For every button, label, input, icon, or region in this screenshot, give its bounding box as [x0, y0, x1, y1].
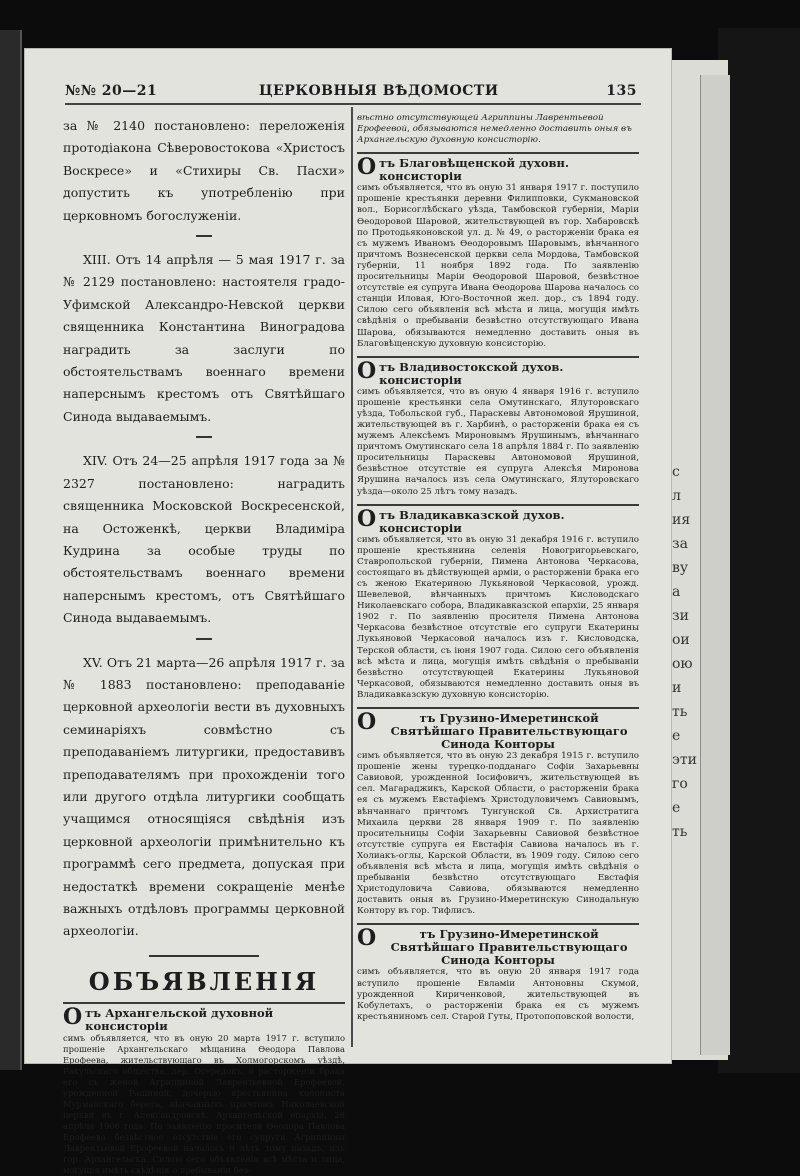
drop-cap: О	[63, 1003, 83, 1030]
bleed-text-fragment: ть	[672, 824, 688, 840]
book-binding-left	[0, 30, 22, 1070]
page-number: 135	[606, 83, 637, 99]
resolution-paragraph: XV. Отъ 21 марта—26 апрѣля 1917 г. за № 1883 постановлено: преподаваніе церковной археологіи вести въ духовныхъ семинаріяхъ совмѣстно съ преподаваніемъ литургики, предоставивъ преподавателямъ при прохожденіи того или другого отдѣла литургики сообщать учащимся относящіяся свѣдѣнія изъ церковной археологіи примѣнительно къ программѣ сего предмета, допуская при недостаткѣ времени сокращеніе менѣе важныхъ отдѣловъ программы церковной археологіи.	[63, 654, 345, 939]
bleed-text-fragment: с	[672, 464, 680, 480]
announcement-notice	[357, 923, 639, 1022]
book-cover-right	[718, 28, 800, 1073]
announcements-rule	[149, 955, 259, 957]
notice-text: симъ объявляется, что въ оную 20 марта 1917 г. вступило прошеніе Архангельскаго мѣщанина Ѳеодора Павлова Ерофеева, жительствующаго въ Холмогорскомъ уѣздѣ, Ракульскаго общества, дер. Осередокъ, о расторженіи брака его съ женой Агриппиной Лаврентьевной Ерофеевой, урожденной Рашиной, дочерью крестьянина колониста Мурманскаго берега, вѣнчанныхъ причтомъ Николаевской церкви въ г. Александровскѣ, Архангельской епархіи, 28 апрѣля 1906 года. По заявленію просителя Ѳеодора Павлова Ерофеева безвѣстное отсутствіе его супруги Агриппины Лаврентьевой Ерофеевой началось 9 лѣтъ тому назадъ, изъ гор. Архангельска. Силою сего объявленія всѣ мѣста и лица, могущія имѣть свѣдѣнія о пребываніи без-	[63, 1032, 345, 1175]
announcement-notice	[357, 356, 639, 498]
drop-cap: О	[357, 925, 377, 952]
announcement-notice	[357, 152, 639, 349]
bleed-text-fragment: ия	[672, 512, 691, 528]
notice-title: О тъ Грузино-Имеретинской Святѣйшаго Правительствующаго Синода Конторы	[357, 709, 628, 752]
notice-title: Отъ Архангельской духовной консисторіи	[63, 1003, 274, 1033]
notice-title: Отъ Владикавказской духов. консисторіи	[357, 505, 565, 535]
bleed-text-fragment: а	[672, 584, 681, 600]
left-column	[63, 115, 345, 1176]
issue-number: №№ 20—21	[65, 83, 158, 99]
drop-cap: О	[357, 709, 377, 736]
announcement-notice	[357, 504, 639, 701]
bleed-text-fragment: ою	[672, 656, 693, 672]
section-divider	[196, 436, 212, 438]
continued-notice-text: вѣстно отсутствующей Агриппины Лаврентьевой Ерофеевой, обязываются немедленно доставить оныя въ Архангельскую духовную консисторію.	[357, 113, 632, 146]
notice-text: симъ объявляется, что въ оную 23 декабря 1915 г. вступило прошеніе жены турецко-подданаго Софіи Захарьевны Савиовой, урожденной Іосифовичъ, жительствующей въ сел. Магараджикъ, Карской Области, о расторженіи брака ея съ мужемъ Евстафіемъ Христодуловичемъ Савиовымъ, вѣнчаннаго причтомъ Тунгунской Св. Архистратига Михаила церкви 28 января 1909 г. По заявленію просительницы Софіи Захарьевны Савиовой безвѣстное отсутствіе супруга ея Евстафія Савиова началось въ г. Холиакъ-оглы, Карской Области, въ 1909 году. Силою сего объявленія всѣ мѣста и лица, могущія имѣть свѣдѣнія о пребываніи безвѣстно отсутствующаго Евстафія Христодуловича Савиова, обязываются немедленно доставить оныя въ Грузино-Имеретинскую Синодальную Контору въ гор. Тифлисъ.	[357, 751, 639, 917]
notice-text: симъ объявляется, что въ оную 20 января 1917 года вступило прошеніе Евламіи Антоновны Скумой, урожденной Кириченковой, жительствующей въ Кобулетахъ, о расторженіи брака ея съ мужемъ крестьяниномъ сел. Старой Гуты, Протопоповской волости,	[357, 967, 639, 1022]
bleed-text-fragment: ть	[672, 704, 688, 720]
publication-title: ЦЕРКОВНЫЯ ВѢДОМОСТИ	[259, 83, 499, 99]
bleed-text-fragment: за	[672, 536, 688, 552]
announcement-notice	[63, 1002, 345, 1176]
notice-title: Отъ Владивостокской духов. консисторіи	[357, 357, 564, 387]
notice-title: Отъ Благовѣщенской духовн. консисторіи	[357, 154, 569, 184]
section-divider	[196, 235, 212, 237]
bleed-text-fragment: ву	[672, 560, 689, 576]
drop-cap: О	[357, 357, 377, 384]
resolution-paragraph: XIII. Отъ 14 апрѣля — 5 мая 1917 г. за № 2129 постановлено: настоятеля градо-Уфимской Александро-Невской церкви священника Константина Виноградова наградить за заслуги по обстоятельствамъ военнаго времени наперснымъ крестомъ отъ Святѣйшаго Синода выдаваемымъ.	[63, 252, 345, 424]
notice-text: симъ объявляется, что въ оную 31 декабря 1916 г. вступило прошеніе крестьянина селенія Новогригорьевскаго, Ставропольской губерніи, Пимена Антонова Черкасова, состоящаго въ дѣйствующей арміи, о расторженіи брака его съ женою Екатериною Лукьяновой Черкасовой, урожд. Шевелевой, вѣнчанныхъ причтомъ Кисловодскаго Николаевскаго собора, Владикавказской епархіи, 25 января 1902 г. По заявленію просителя Пимена Антонова Черкасова безвѣстное отсутствіе его супруги Екатерины Лукьяновой Черкасовой началось изъ г. Кисловодска, Терской области, съ іюня 1907 года. Силою сего объявленія всѣ мѣста и лица, могущія имѣть свѣдѣнія о пребываніи безвѣстно отсутствующей Екатерины Лукьяновой Черкасовой, обязываются немедленно доставить оныя въ Владикавказскую духовную консисторію.	[357, 534, 639, 700]
announcement-notice	[357, 707, 639, 917]
notice-title: О тъ Грузино-Имеретинской Святѣйшаго Правительствующаго Синода Конторы	[357, 925, 628, 968]
bleed-text-fragment: е	[672, 800, 681, 816]
notice-text: симъ объявляется, что въ оную 31 января 1917 г. поступило прошеніе крестьянки деревни Филипповки, Сукмановской вол., Борисоглѣбскаго уѣзда, Тамбовской губерніи, Маріи Ѳеодоровой Шаровой, жительствующей въ гор. Хабаровскѣ по Протодьяконовской ул. д. № 49, о расторженіи брака ея съ мужемъ Иваномъ Ѳеодоровымъ Шаровымъ, вѣнчанного причтомъ Вознесенской церкви села Мордова, Тамбовской губерніи, 11 ноября 1892 года. По заявленію просительницы Маріи Ѳеодоровой Шаровой, безвѣстное отсутствіе ея супруга Ивана Ѳеодорова Шарова началось со станціи Иловая, Юго-Восточной жел. дор., съ 1894 году. Силою сего объявленія всѣ мѣста и лица, могущія имѣть свѣдѣнія о пребываніи безвѣстно отсутствующаго Ивана Шарова, обязываются немедленно доставить оныя въ Благовѣщенскую духовную консисторію.	[357, 183, 639, 349]
resolution-paragraph: XIV. Отъ 24—25 апрѣля 1917 года за № 2327 постановлено: наградить священника Московской Воскресенской, на Остоженкѣ, церкви Владиміра Кудрина за особые труды по обстоятельствамъ военнаго времени наперснымъ крестомъ, отъ Святѣйшаго Синода выдаваемымъ.	[63, 453, 345, 626]
drop-cap: О	[357, 505, 377, 532]
newspaper-page	[24, 48, 672, 1175]
bleed-text-fragment: го	[672, 776, 688, 792]
announcements-heading: ОБЪЯВЛЕНІЯ	[88, 966, 320, 996]
bleed-text-fragment: и	[672, 680, 682, 696]
bleed-text-fragment: эти	[672, 752, 697, 768]
bleed-text-fragment: е	[672, 728, 681, 744]
section-divider	[196, 638, 212, 640]
resolution-paragraph: за № 2140 постановлено: переложенія протодіакона Сѣверовостокова «Христосъ Воскресе» и «Стихиры Св. Пасхи» допустить къ употребленію при церковномъ богослуженіи.	[63, 118, 345, 223]
right-column	[357, 113, 639, 1023]
underlying-page-text	[672, 460, 712, 844]
bleed-text-fragment: л	[672, 488, 681, 504]
column-separator	[351, 107, 353, 1047]
drop-cap: О	[357, 154, 377, 181]
notice-text: симъ объявляется, что въ оную 4 января 1916 г. вступило прошеніе крестьянки села Омутинскаго, Ялуторовскаго уѣзда, Тобольской губ., Параскевы Автономовой Ярушиной, жительствующей въ г. Харбинѣ, о расторженіи брака ея съ мужемъ Алексѣемъ Мироновымъ Ярушинымъ, вѣнчаннаго причтомъ Омутинскаго села 18 апрѣля 1884 г. По заявленію просительницы Параскевы Автономовой Ярушиной, безвѣстное отсутствіе ея супруга Алексѣя Миронова Ярушина началось изъ села Омутинскаго, Ялуторовскаго уѣзда—около 25 лѣтъ тому назадъ.	[357, 386, 639, 497]
bleed-text-fragment: ои	[672, 632, 690, 648]
bleed-text-fragment: зи	[672, 608, 689, 624]
page-header	[65, 79, 641, 105]
